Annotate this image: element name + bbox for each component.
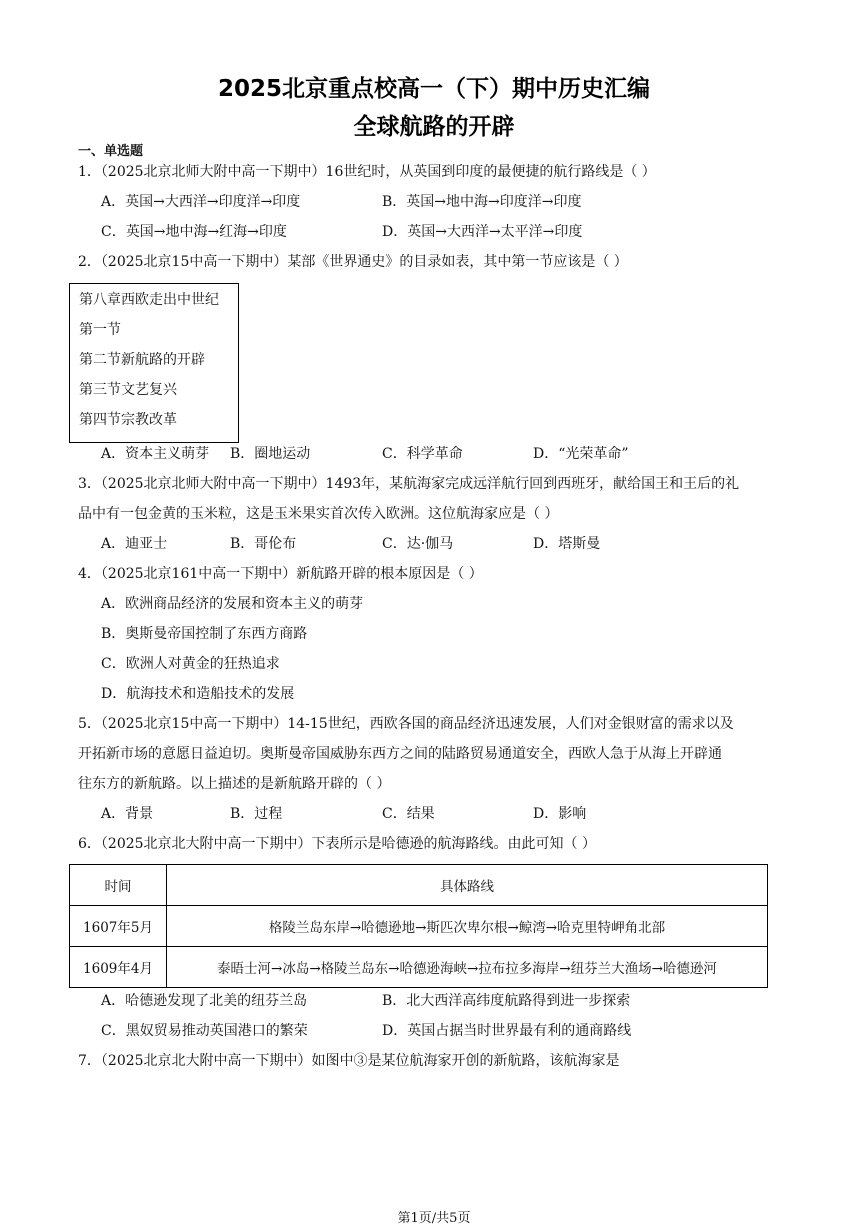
q2-option-c: C．科学革命 <box>382 446 463 462</box>
q1-option-c: C．英国→地中海→红海→印度 <box>101 224 287 240</box>
table-header-row <box>70 865 768 906</box>
table-row <box>70 947 768 988</box>
section-heading: 一、单选题 <box>78 144 144 159</box>
page-footer: 第1页/共5页 <box>397 1211 471 1226</box>
q4-option-a: A．欧洲商品经济的发展和资本主义的萌芽 <box>101 596 364 612</box>
table-cell-date: 1607年5月 <box>70 906 167 947</box>
q1-option-a: A．英国→大西洋→印度洋→印度 <box>101 194 301 210</box>
q2-option-d: D．“光荣革命” <box>533 446 629 462</box>
q6-option-d: D．英国占据当时世界最有利的通商路线 <box>382 1023 632 1039</box>
question-3-stem-line1: 3．（2025北京北师大附中高一下期中）1493年，某航海家完成远洋航行回到西班牙，献给国王和王后的礼 <box>78 476 740 492</box>
question-7-stem: 7．（2025北京北大附中高一下期中）如图中③是某位航海家开创的新航路，该航海家是 <box>78 1053 620 1069</box>
table-header-cell: 时间 <box>70 865 167 906</box>
table-cell-route: 泰晤士河→冰岛→格陵兰岛东→哈德逊海峡→拉布拉多海岸→纽芬兰大渔场→哈德逊河 <box>167 947 768 988</box>
q2-option-b: B．圈地运动 <box>230 446 311 462</box>
voyage-route-table <box>69 864 768 988</box>
q3-option-a: A．迪亚士 <box>101 536 168 552</box>
q4-option-d: D．航海技术和造船技术的发展 <box>101 686 295 702</box>
table-cell-route: 格陵兰岛东岸→哈德逊地→斯匹次卑尔根→鲸湾→哈克里特岬角北部 <box>167 906 768 947</box>
q6-option-a: A．哈德逊发现了北美的纽芬兰岛 <box>101 993 308 1009</box>
question-5-stem-line1: 5．（2025北京15中高一下期中）14-15世纪，西欧各国的商品经济迅速发展，人们对金银财富的需求以及 <box>78 716 734 732</box>
q6-option-c: C．黑奴贸易推动英国港口的繁荣 <box>101 1023 308 1039</box>
question-2-stem: 2．（2025北京15中高一下期中）某部《世界通史》的目录如表，其中第一节应该是（ ） <box>78 254 628 270</box>
q3-option-c: C．达·伽马 <box>382 536 454 552</box>
toc-line: 第三节文艺复兴 <box>79 382 177 398</box>
q4-option-b: B．奥斯曼帝国控制了东西方商路 <box>101 626 308 642</box>
q3-option-d: D．塔斯曼 <box>533 536 601 552</box>
q2-option-a: A．资本主义萌芽 <box>101 446 210 462</box>
question-6-stem: 6．（2025北京北大附中高一下期中）下表所示是哈德逊的航海路线。由此可知（ ） <box>78 836 596 852</box>
q1-option-b: B．英国→地中海→印度洋→印度 <box>382 194 582 210</box>
table-of-contents-box <box>69 283 239 443</box>
toc-line: 第八章西欧走出中世纪 <box>79 292 219 308</box>
question-3-stem-line2: 品中有一包金黄的玉米粒，这是玉米果实首次传入欧洲。这位航海家应是（ ） <box>78 506 559 522</box>
q5-option-b: B．过程 <box>230 806 283 822</box>
q4-option-c: C．欧洲人对黄金的狂热追求 <box>101 656 280 672</box>
question-4-stem: 4．（2025北京161中高一下期中）新航路开辟的根本原因是（ ） <box>78 566 483 582</box>
q5-option-c: C．结果 <box>382 806 435 822</box>
question-5-stem-line2: 开拓新市场的意愿日益迫切。奥斯曼帝国威胁东西方之间的陆路贸易通道安全，西欧人急于从海上开辟通 <box>78 746 722 762</box>
toc-line: 第二节新航路的开辟 <box>79 352 205 368</box>
question-5-stem-line3: 往东方的新航路。以上描述的是新航路开辟的（ ） <box>78 776 391 792</box>
question-1-stem: 1．（2025北京北师大附中高一下期中）16世纪时，从英国到印度的最便捷的航行路线是（ ） <box>78 164 656 180</box>
q1-option-d: D．英国→大西洋→太平洋→印度 <box>382 224 583 240</box>
table-header-cell: 具体路线 <box>167 865 768 906</box>
q5-option-d: D．影响 <box>533 806 587 822</box>
toc-line: 第一节 <box>79 322 121 338</box>
table-row <box>70 906 768 947</box>
q3-option-b: B．哥伦布 <box>230 536 297 552</box>
q5-option-a: A．背景 <box>101 806 154 822</box>
page-subtitle: 全球航路的开辟 <box>353 114 515 140</box>
q6-option-b: B．北大西洋高纬度航路得到进一步探索 <box>382 993 631 1009</box>
toc-line: 第四节宗教改革 <box>79 412 177 428</box>
page-title: 2025北京重点校高一（下）期中历史汇编 <box>217 76 650 102</box>
table-cell-date: 1609年4月 <box>70 947 167 988</box>
